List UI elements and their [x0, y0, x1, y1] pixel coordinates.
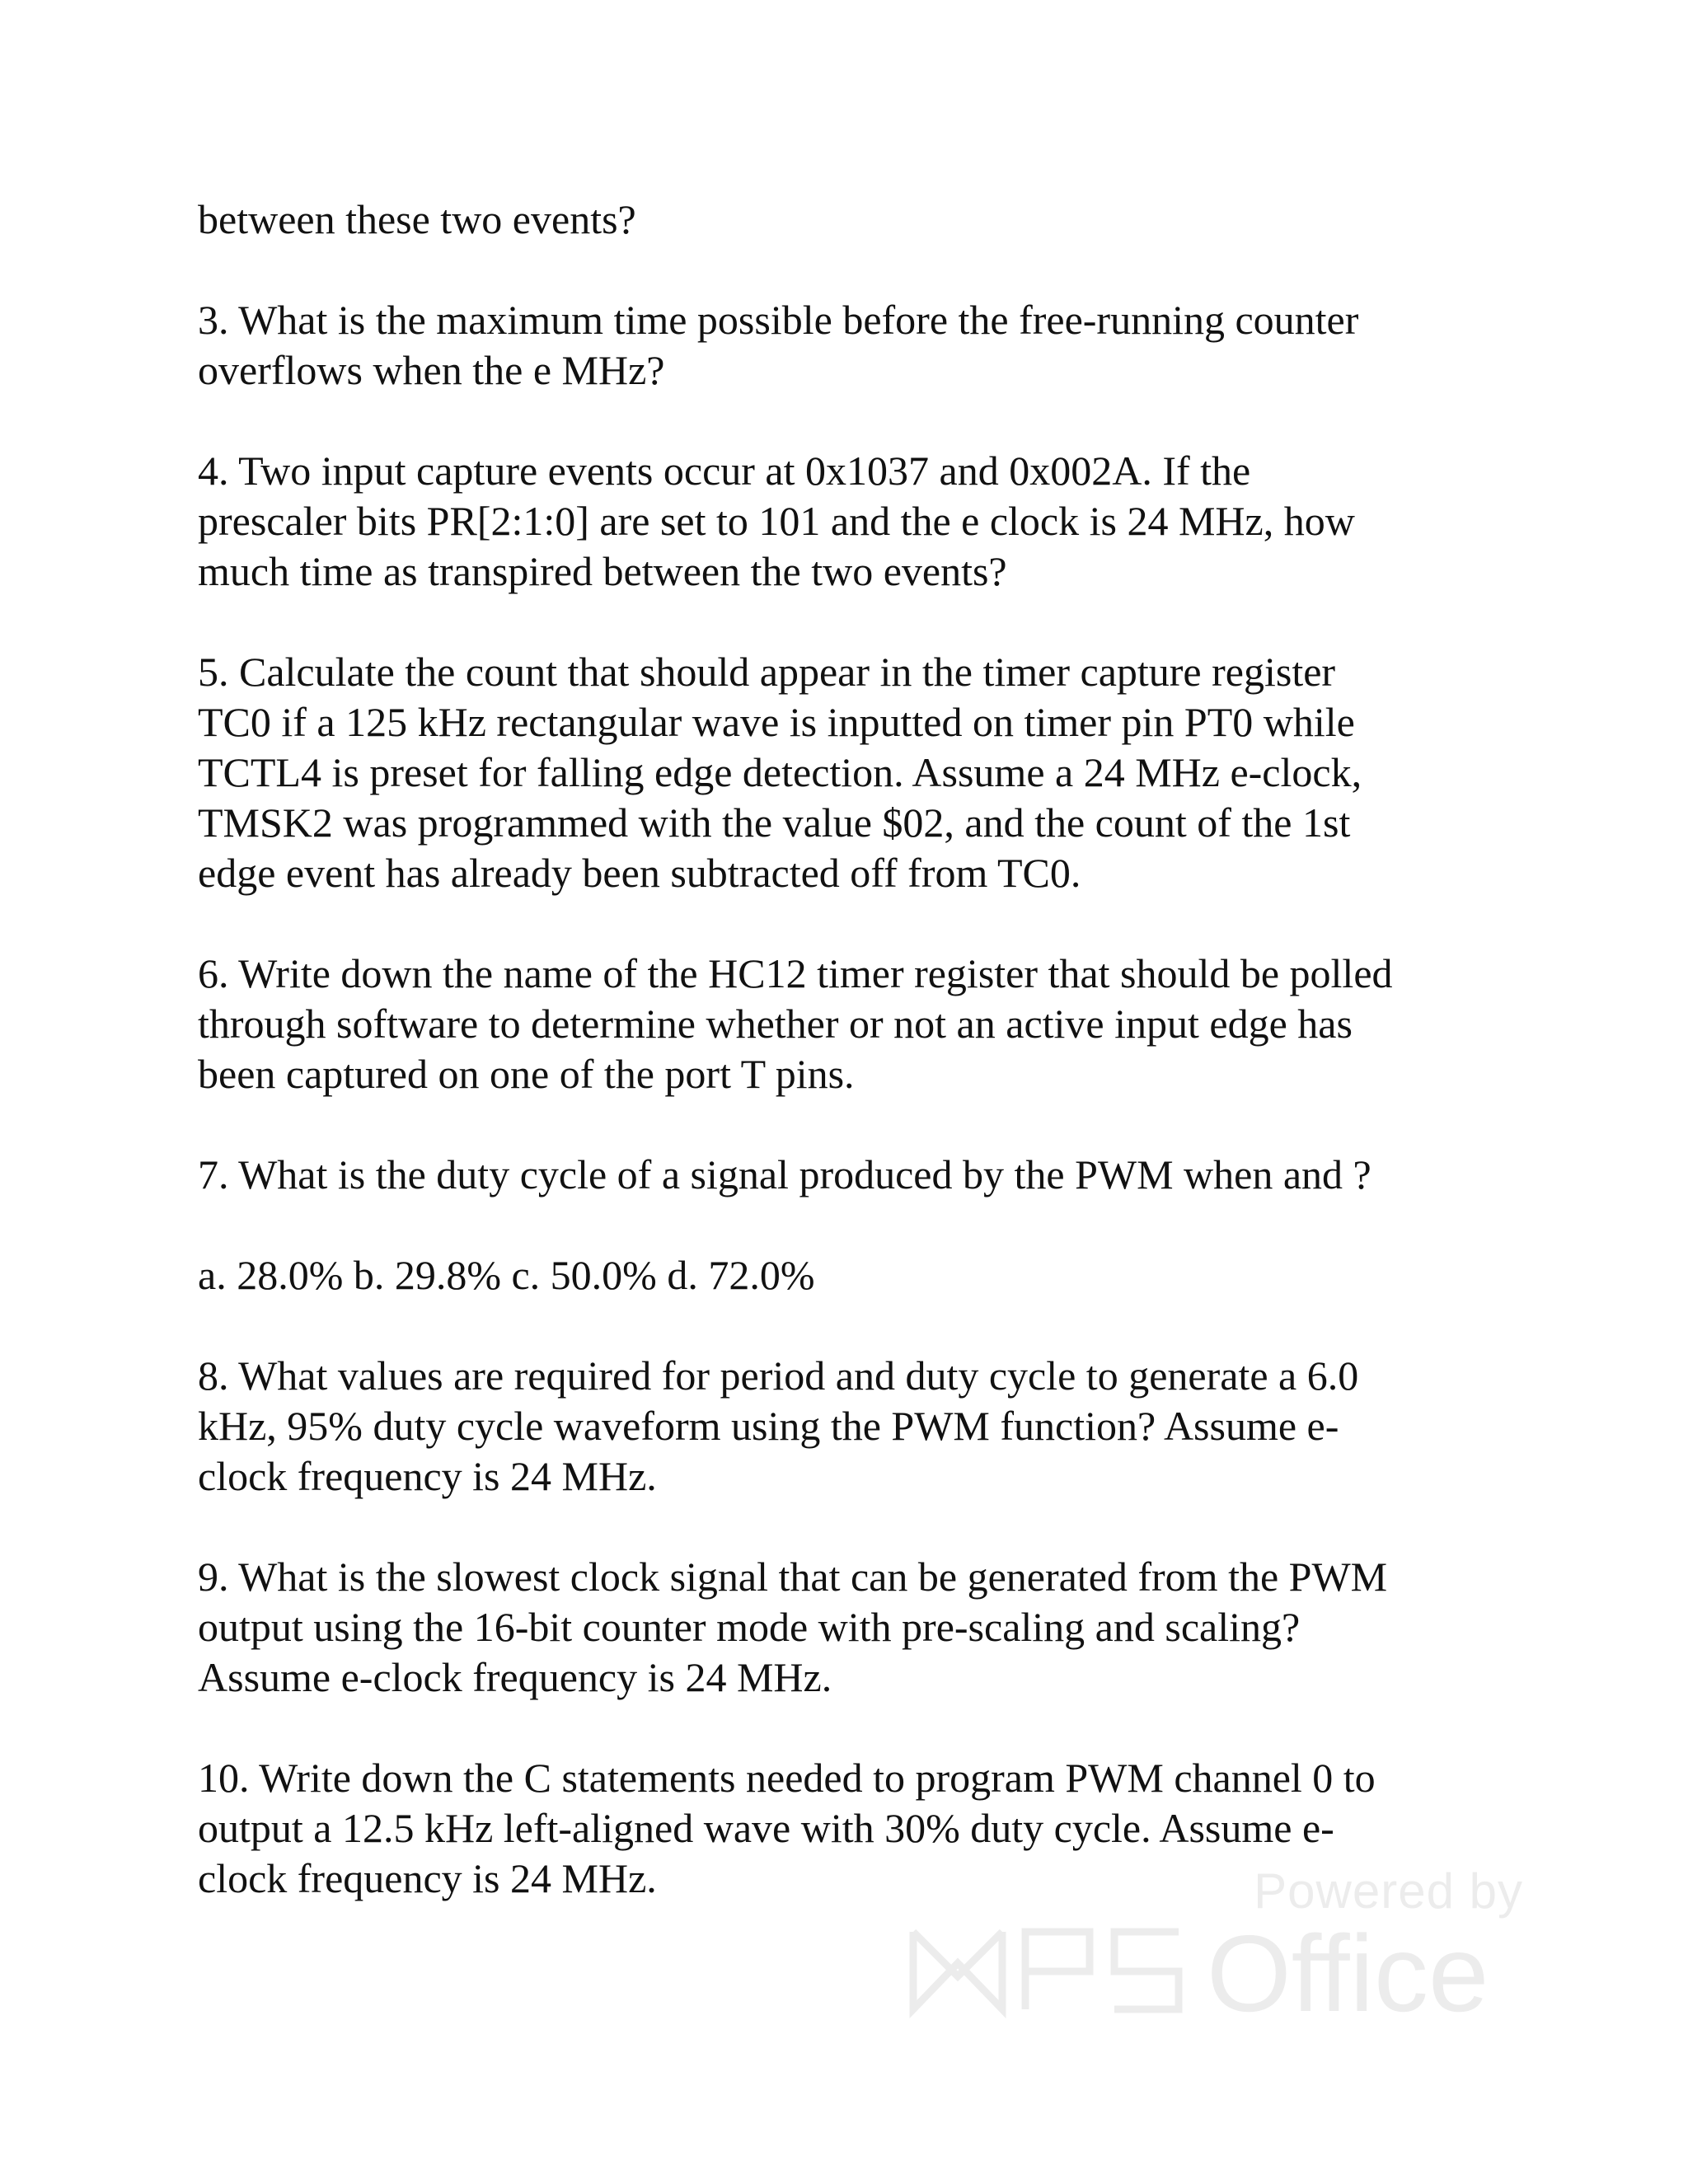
question-6: 6. Write down the name of the HC12 timer register that should be polled through software to determine whether or not an active input edge has been captured on one of the port T pins. — [198, 950, 1393, 1097]
question-4: 4. Two input capture events occur at 0x1037 and 0x002A. If the prescaler bits PR[2:1:0] are set to 101 and the e clock is 24 MHz, how much time as transpired between the two events? — [198, 448, 1355, 594]
wps-office-watermark — [907, 1863, 1533, 2027]
question-9: 9. What is the slowest clock signal that can be generated from the PWM output using the 16-bit counter mode with pre-scaling and scaling? Assume e-clock frequency is 24 MHz. — [198, 1554, 1388, 1700]
svg-text:Office: Office — [1207, 1917, 1489, 2024]
question-7-options: a. 28.0% b. 29.8% c. 50.0% d. 72.0% — [198, 1252, 815, 1298]
paragraph-continuation: between these two events? — [198, 196, 636, 242]
question-7: 7. What is the duty cycle of a signal produced by the PWM when and ? — [198, 1151, 1372, 1197]
question-5: 5. Calculate the count that should appear in the timer capture register TC0 if a 125 kHz rectangular wave is inputted on timer pin PT0 while TCTL4 is preset for falling edge detection. Assume a 24 MHz e-clock, TMSK2 was programmed with the value $02, and the count of the 1st edge event has already been subtracted off from TC0. — [198, 649, 1362, 896]
document-body — [198, 194, 1500, 1954]
question-8: 8. What values are required for period and duty cycle to generate a 6.0 kHz, 95% duty cycle waveform using the PWM function? Assume e- clock frequency is 24 MHz. — [198, 1352, 1359, 1499]
wps-office-logo-icon — [907, 1917, 1533, 2024]
question-3: 3. What is the maximum time possible before the free-running counter overflows when the e MHz? — [198, 297, 1359, 393]
watermark-powered-by: Powered by — [1254, 1863, 1523, 1919]
question-10: 10. Write down the C statements needed to program PWM channel 0 to output a 12.5 kHz left-aligned wave with 30% duty cycle. Assume e- clock frequency is 24 MHz. — [198, 1755, 1376, 1901]
